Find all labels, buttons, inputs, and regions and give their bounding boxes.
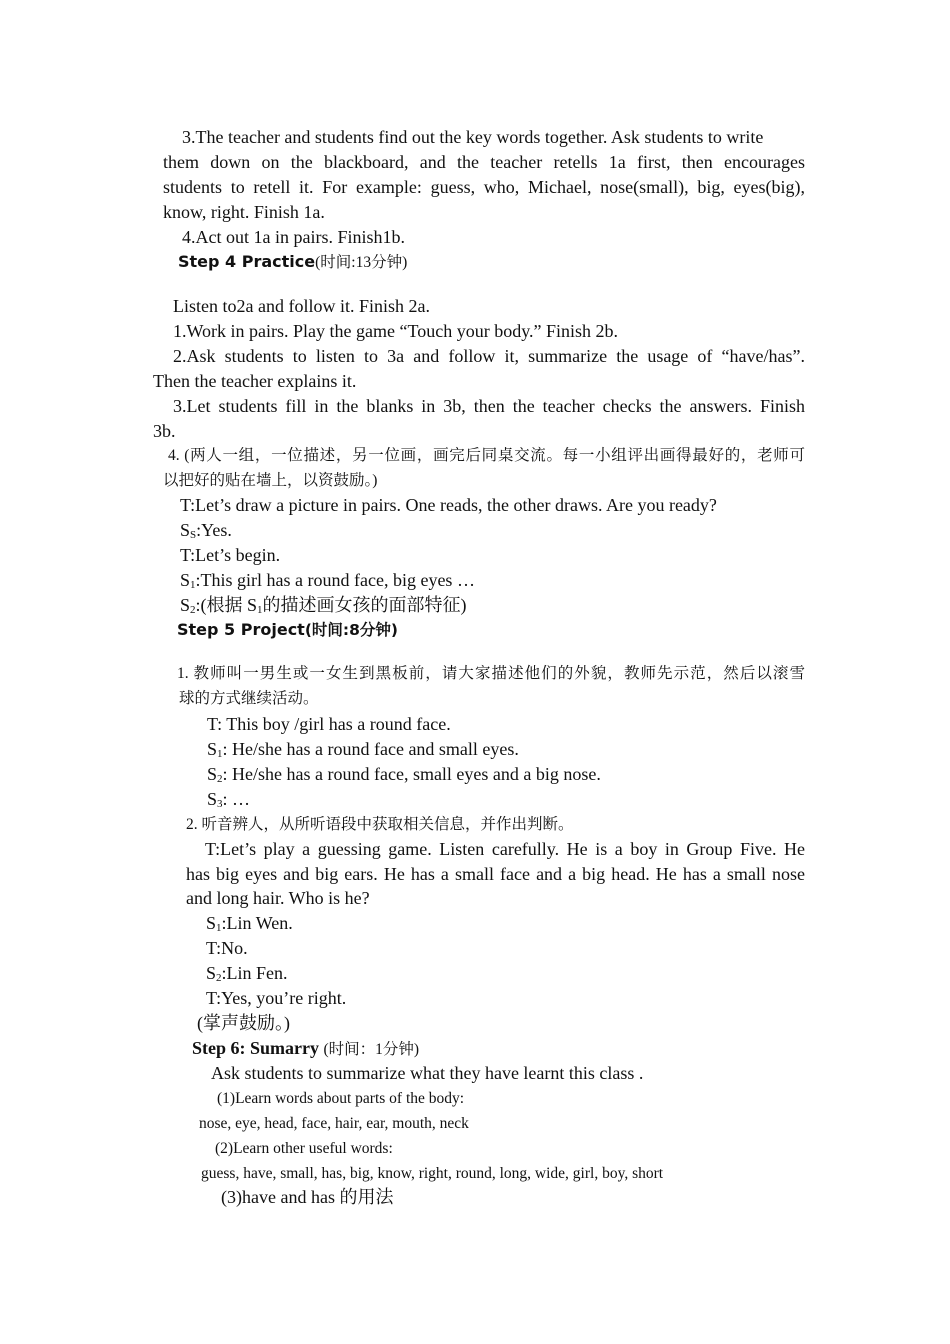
speaker-subscript: 1 [190, 579, 196, 591]
step6-heading [192, 1036, 419, 1062]
step3-item4: 4.Act out 1a in pairs. Finish1b. [182, 227, 405, 247]
step5-title: Step 5 Project [177, 620, 305, 639]
inline-subscript: 1 [257, 604, 263, 616]
speaker-label: S [207, 764, 218, 784]
dialog-text: :(根据 S [195, 595, 258, 615]
step4-dialog-teacher-1: T:Let’s draw a picture in pairs. One reads, the other draws. Are you ready? [180, 495, 717, 515]
speaker-label: S [180, 570, 191, 590]
speaker-subscript: 2 [190, 604, 196, 616]
speaker-label: S [207, 789, 218, 809]
step5-heading [177, 617, 398, 643]
step4-item4-line2: 以把好的贴在墙上，以资鼓励。) [163, 472, 378, 489]
step6-item1-words: nose, eye, head, face, hair, ear, mouth, neck [199, 1115, 469, 1132]
step6-intro: Ask students to summarize what they have learnt this class . [211, 1063, 644, 1083]
step4-item1: 1.Work in pairs. Play the game “Touch your body.” Finish 2b. [173, 321, 619, 341]
step5-dialog2-student-2 [206, 961, 288, 986]
step6-item2: (2)Learn other useful words: [215, 1140, 393, 1157]
dialog-text: :Yes. [196, 520, 232, 540]
speaker-subscript: 1 [216, 922, 222, 934]
step5-item2: 2. 听音辨人，从所听语段中获取相关信息，并作出判断。 [186, 816, 574, 833]
dialog-text: : He/she has a round face, small eyes and a big nose. [222, 764, 601, 784]
step6-item2-words: guess, have, small, has, big, know, right, round, long, wide, girl, boy, short [201, 1165, 664, 1182]
step4-item4-line1: 4. (两人一组，一位描述，另一位画，画完后同桌交流。每一小组评出画得最好的，老师可 [168, 447, 805, 464]
speaker-label: S [180, 595, 191, 615]
step4-title: Step 4 Practice [178, 252, 316, 271]
step4-dialog-student-1 [180, 568, 475, 593]
step4-intro: Listen to2a and follow it. Finish 2a. [173, 296, 430, 316]
dialog-text: 的描述画女孩的面部特征) [262, 595, 467, 615]
speaker-subscript: 1 [217, 748, 223, 760]
speaker-label: S [206, 963, 217, 983]
step3-item3-line4: know, right. Finish 1a. [163, 202, 325, 222]
step5-item1-line1: 1. 教师叫一男生或一女生到黑板前，请大家描述他们的外貌，教师先示范，然后以滚雪 [177, 665, 805, 682]
step5-dialog1-student-3 [207, 787, 250, 812]
step5-time: (时间:8分钟) [304, 621, 398, 639]
step5-dialog2-teacher-line1: T:Let’s play a guessing game. Listen carefully. He is a boy in Group Five. He [205, 839, 805, 859]
step4-dialog-student-2 [180, 593, 467, 618]
step4-time: (时间:13分钟) [315, 254, 408, 271]
step4-item2-line1: 2.Ask students to listen to 3a and follow it, summarize the usage of “have/has”. [173, 346, 805, 366]
step6-time: (时间：1分钟) [323, 1041, 420, 1058]
step5-dialog2-teacher-3: T:Yes, you’re right. [206, 988, 347, 1008]
dialog-text: :This girl has a round face, big eyes … [195, 570, 475, 590]
step6-item1: (1)Learn words about parts of the body: [217, 1090, 465, 1107]
step4-item3-line1: 3.Let students fill in the blanks in 3b, then the teacher checks the answers. Finish [173, 396, 805, 416]
dialog-text: : He/she has a round face and small eyes. [222, 739, 519, 759]
speaker-subscript: 3 [217, 798, 223, 810]
step5-item1-line2: 球的方式继续活动。 [179, 690, 319, 707]
step6-item3: (3)have and has 的用法 [221, 1187, 394, 1207]
speaker-label: S [180, 520, 191, 540]
dialog-text: : … [222, 789, 251, 809]
step3-item3-line2: them down on the blackboard, and the teacher retells 1a first, then encourages [163, 152, 805, 172]
step5-dialog2-teacher-2: T:No. [206, 938, 248, 958]
step5-dialog2-teacher-line3: and long hair. Who is he? [186, 888, 370, 908]
step3-item3-line3: students to retell it. For example: guess, who, Michael, nose(small), big, eyes(big), [163, 177, 805, 197]
step6-title: Step 6: Sumarry [192, 1038, 319, 1058]
speaker-subscript: S [190, 529, 197, 541]
step4-item3-line2: 3b. [153, 421, 176, 441]
speaker-subscript: 2 [216, 972, 222, 984]
step4-dialog-teacher-2: T:Let’s begin. [180, 545, 281, 565]
speaker-label: S [206, 913, 217, 933]
dialog-text: :Lin Fen. [221, 963, 288, 983]
step4-item2-line2: Then the teacher explains it. [153, 371, 357, 391]
step5-dialog1-teacher: T: This boy /girl has a round face. [207, 714, 451, 734]
step4-heading [178, 249, 407, 275]
speaker-label: S [207, 739, 218, 759]
step5-dialog2-student-1 [206, 911, 293, 936]
step3-item3-line1: 3.The teacher and students find out the key words together. Ask students to write [182, 127, 764, 147]
step5-dialog1-student-1 [207, 737, 519, 762]
speaker-subscript: 2 [217, 773, 223, 785]
step5-applause: (掌声鼓励。) [197, 1013, 290, 1033]
step5-dialog2-teacher-line2: has big eyes and big ears. He has a small face and a big head. He has a small nose [186, 864, 805, 884]
step4-dialog-students [180, 518, 232, 543]
step5-dialog1-student-2 [207, 762, 601, 787]
dialog-text: :Lin Wen. [221, 913, 293, 933]
